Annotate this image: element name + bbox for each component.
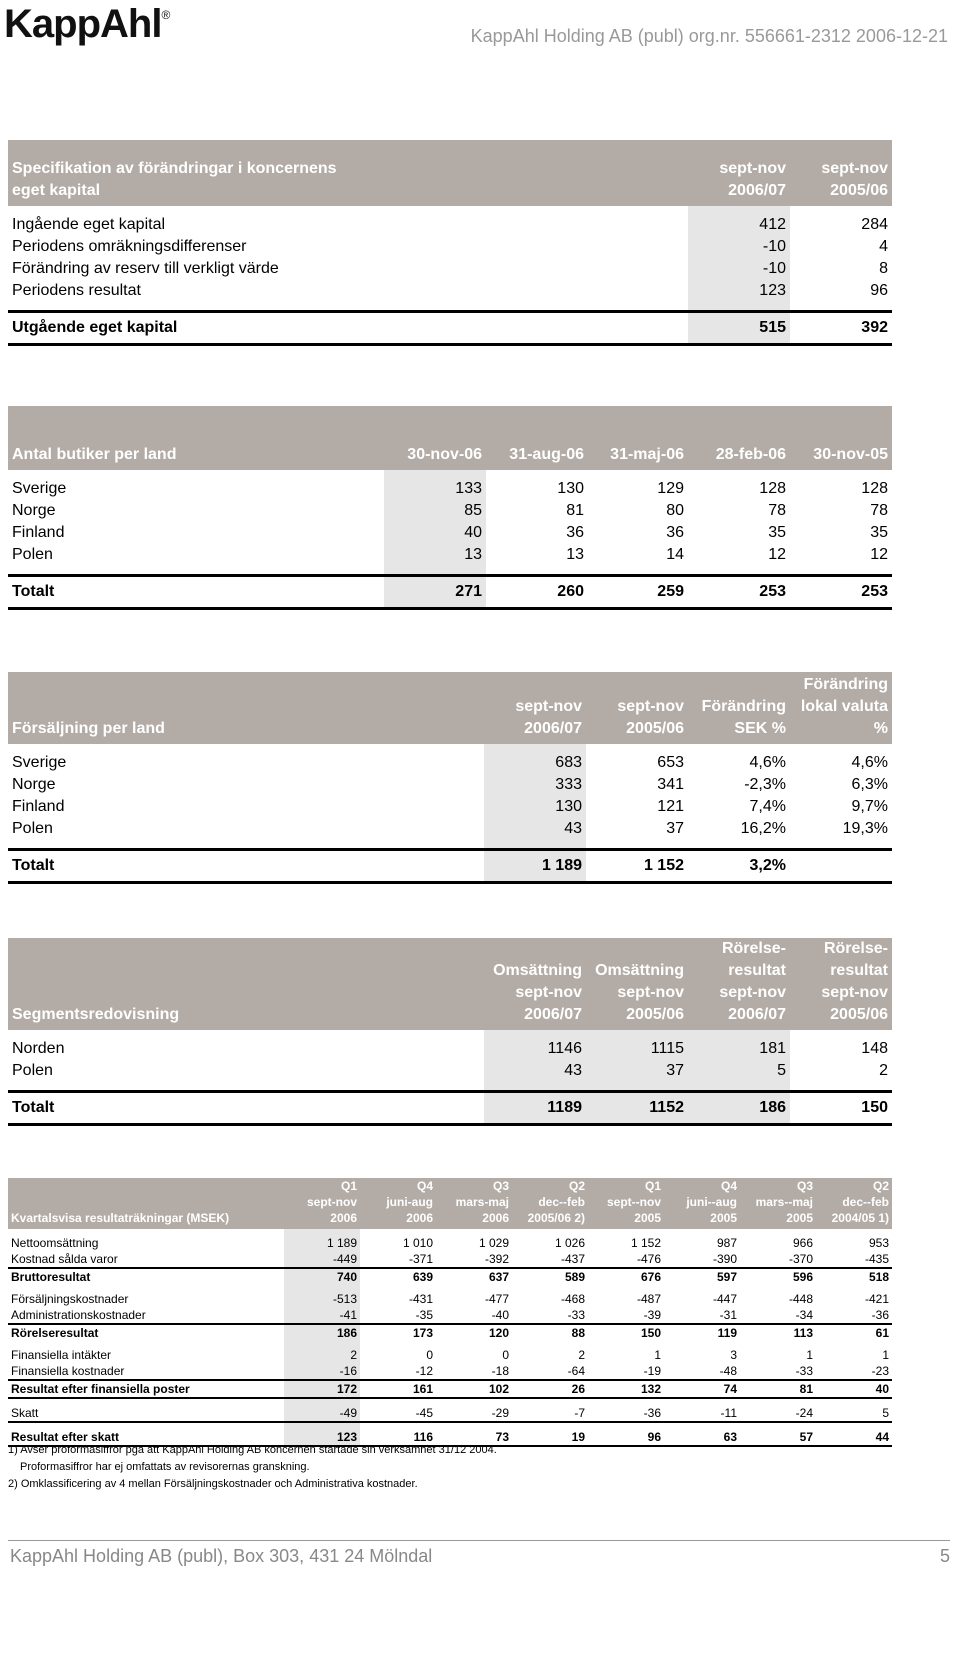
table-row: Finland 40 36 36 35 35: [8, 522, 892, 544]
footnote: 1) Avser proformasiffror pga att KappAhl Holding AB koncernen startade sin verksamhet 31/12 2004.: [8, 1444, 497, 1456]
table-row: Sverige 683 653 4,6% 4,6%: [8, 752, 892, 774]
total-row: Totalt 1 189 1 152 3,2%: [8, 850, 892, 883]
table-row: Polen 43 37 5 2: [8, 1060, 892, 1082]
table-row: Norge 333 341 -2,3% 6,3%: [8, 774, 892, 796]
table-row: Periodens omräkningsdifferenser -10 4: [8, 236, 892, 258]
table-row: Polen 13 13 14 12 12: [8, 544, 892, 566]
quarterly-header-row: Kvartalsvisa resultaträkningar (MSEK) Q1 sept-nov 2006 Q4 juni-aug 2006 Q3 mars-maj 2006 Q2 dec--feb 2005/06 2) Q1 sept--nov 2005 Q4 juni--aug 2005 Q3 mars--maj 2005 Q2 dec--feb 2004/05 1): [8, 1178, 892, 1229]
equity-table: [8, 140, 892, 346]
table-row: Norden 1146 1115 181 148: [8, 1038, 892, 1060]
total-row: Totalt 271 260 259 253 253: [8, 576, 892, 609]
stores-header-row: Antal butiker per land 30-nov-06 31-aug-06 31-maj-06 28-feb-06 30-nov-05: [8, 406, 892, 470]
table-row: Norge 85 81 80 78 78: [8, 500, 892, 522]
table-row: Administrationskostnader -41 -35 -40 -33 -39 -31 -34 -36: [8, 1307, 892, 1324]
total-row: Utgående eget kapital 515 392: [8, 312, 892, 345]
table-row: Polen 43 37 16,2% 19,3%: [8, 818, 892, 840]
table-row: Ingående eget kapital 412 284: [8, 214, 892, 236]
table-row: Förändring av reserv till verkligt värde -10 8: [8, 258, 892, 280]
table-row: Sverige 133 130 129 128 128: [8, 478, 892, 500]
table-row: Periodens resultat 123 96: [8, 280, 892, 302]
table-row: Finansiella intäkter 2 0 0 2 1 3 1 1: [11, 1348, 889, 1362]
table-row: Resultat efter skatt 123 116 73 19 96 63 57 44: [8, 1429, 892, 1446]
footnotes: [8, 1442, 497, 1493]
footnote: 2) Omklassificering av 4 mellan Försäljningskostnader och Administrativa kostnader.: [8, 1478, 418, 1490]
page-number: 5: [939, 1546, 950, 1566]
table-row: Finansiella kostnader -16 -12 -18 -64 -19 -48 -33 -23: [8, 1363, 892, 1380]
sales-header-row: Försäljning per land sept-nov 2006/07 sept-nov 2005/06 Förändring SEK % Förändring lokal valuta %: [8, 672, 892, 744]
quarterly-table: [8, 1178, 892, 1447]
table-row: Kostnad sålda varor -449 -371 -392 -437 -476 -390 -370 -435: [8, 1251, 892, 1268]
footnote: Proformasiffror har ej omfattats av revisorernas granskning.: [20, 1461, 310, 1473]
kappahl-logo: KappAhl®: [4, 2, 170, 46]
page-header: [0, 0, 960, 60]
footer-divider: [8, 1540, 950, 1541]
segments-header-row: Segmentsredovisning Omsättning sept-nov 2006/07 Omsättning sept-nov 2005/06 Rörelse- resultat sept-nov 2006/07 Rörelse- resultat sept-nov 2005/06: [8, 938, 892, 1030]
table-row: Försäljningskostnader -513 -431 -477 -468 -487 -447 -448 -421: [11, 1292, 889, 1306]
table-row: Resultat efter finansiella poster 172 161 102 26 132 74 81 40: [8, 1380, 892, 1398]
table-row: Bruttoresultat 740 639 637 589 676 597 596 518: [11, 1270, 889, 1284]
header-company-info: KappAhl Holding AB (publ) org.nr. 556661-2312 2006-12-21: [470, 26, 948, 46]
table-row: Rörelseresultat 186 173 120 88 150 119 113 61: [11, 1326, 889, 1340]
footer-address: KappAhl Holding AB (publ), Box 303, 431 24 Mölndal: [10, 1546, 433, 1566]
segments-table: [8, 938, 892, 1126]
table-row: Skatt -49 -45 -29 -7 -36 -11 -24 5: [8, 1405, 892, 1422]
sales-table: [8, 672, 892, 884]
table-row: Nettoomsättning 1 189 1 010 1 029 1 026 1 152 987 966 953: [11, 1236, 889, 1250]
total-row: Totalt 1189 1152 186 150: [8, 1092, 892, 1125]
equity-header-row: Specifikation av förändringar i koncernens eget kapital sept-nov 2006/07 sept-nov 2005/06: [8, 140, 892, 206]
table-row: Finland 130 121 7,4% 9,7%: [8, 796, 892, 818]
stores-table: [8, 406, 892, 610]
